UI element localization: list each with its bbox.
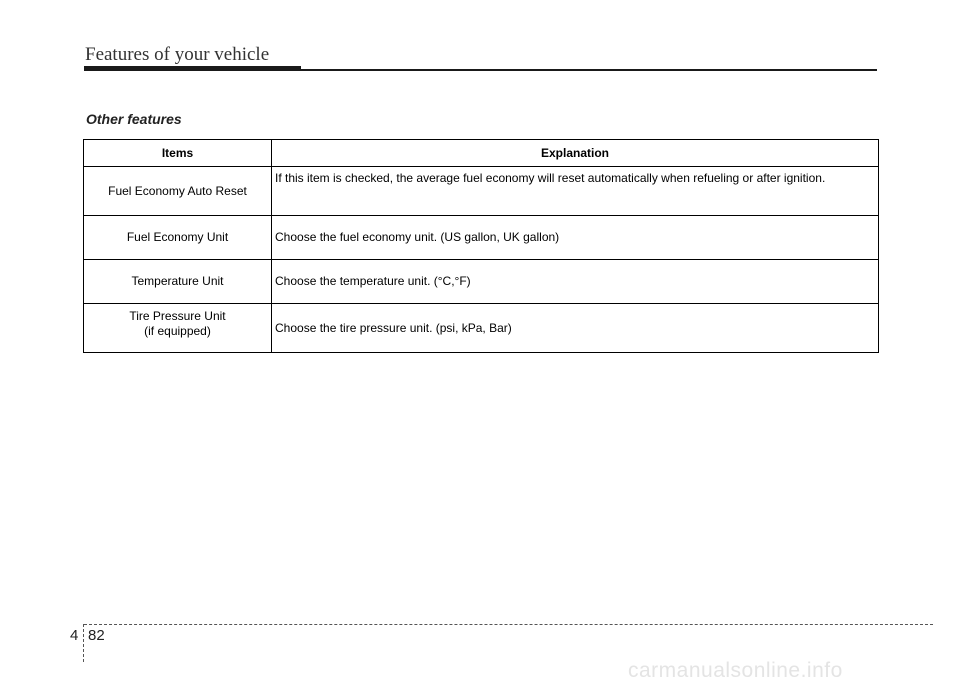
explanation-cell: Choose the temperature unit. (°C,°F) (272, 260, 879, 304)
footer-divider (83, 624, 84, 662)
table-row (84, 304, 879, 353)
header-rule-thin (301, 69, 877, 71)
header-rule-thick (84, 66, 301, 71)
subheading-other-features: Other features (86, 111, 182, 127)
column-header-explanation: Explanation (272, 140, 879, 167)
item-cell: Fuel Economy Auto Reset (84, 167, 272, 216)
item-label: Tire Pressure Unit (129, 309, 226, 323)
watermark: carmanualsonline.info (628, 659, 843, 682)
footer-rule (84, 624, 933, 625)
page-number: 82 (88, 627, 105, 644)
explanation-cell: Choose the fuel economy unit. (US gallon, UK gallon) (272, 216, 879, 260)
table-row (84, 260, 879, 304)
table-row (84, 167, 879, 216)
other-features-table (83, 139, 879, 353)
chapter-number: 4 (70, 627, 79, 644)
table-header-row (84, 140, 879, 167)
item-note: (if equipped) (144, 324, 211, 338)
item-cell: Temperature Unit (84, 260, 272, 304)
item-cell: Fuel Economy Unit (84, 216, 272, 260)
explanation-cell: If this item is checked, the average fuel economy will reset automatically when refueling or after ignition. (272, 167, 879, 216)
explanation-cell: Choose the tire pressure unit. (psi, kPa, Bar) (272, 304, 879, 353)
table-row (84, 216, 879, 260)
item-cell (84, 304, 272, 353)
section-title: Features of your vehicle (85, 44, 270, 65)
column-header-items: Items (84, 140, 272, 167)
